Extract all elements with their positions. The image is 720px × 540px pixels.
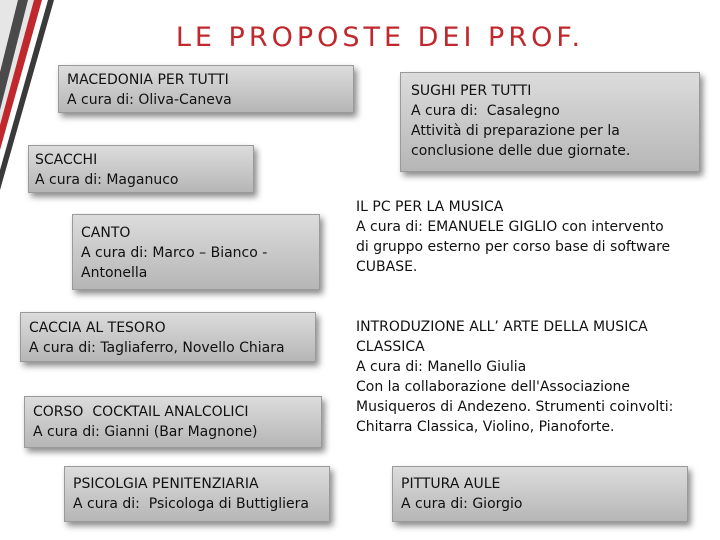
card-canto [72,214,320,290]
card-title: PITTURA AULE [401,476,501,492]
card-title: SUGHI PER TUTTI [411,83,532,99]
card-scacchi [28,145,254,193]
card-line: A cura di: Giorgio [401,496,523,512]
card-line: Chitarra Classica, Violino, Pianoforte. [356,419,615,435]
card-musica-classica [348,315,710,445]
card-title: INTRODUZIONE ALL’ ARTE DELLA MUSICA [356,319,648,335]
card-psicolgia [64,466,330,522]
page-title: LE PROPOSTE DEI PROF. [175,22,585,53]
card-title: PSICOLGIA PENITENZIARIA [73,476,259,492]
card-pc-musica [348,195,708,285]
card-title: CACCIA AL TESORO [29,320,166,336]
card-macedonia [58,65,354,113]
card-pittura [392,466,688,522]
card-title: SCACCHI [35,152,98,168]
card-line: A cura di: Gianni (Bar Magnone) [33,424,258,440]
card-line: A cura di: Psicologa di Buttigliera [73,496,309,512]
card-line: CLASSICA [356,339,425,355]
card-title: MACEDONIA PER TUTTI [67,72,229,88]
card-title: CANTO [81,225,131,241]
card-line: A cura di: EMANUELE GIGLIO con intervento [356,219,664,235]
card-title: CORSO COCKTAIL ANALCOLICI [33,404,249,420]
card-line: A cura di: Oliva-Caneva [67,92,232,108]
card-line: Musiqueros di Andezeno. Strumenti coinvolti: [356,399,674,415]
card-line: Con la collaborazione dell'Associazione [356,379,631,395]
card-cocktail [24,396,322,448]
card-sughi [400,72,700,172]
card-line: di gruppo esterno per corso base di software [356,239,671,255]
card-line: A cura di: Tagliaferro, Novello Chiara [29,340,285,356]
card-caccia [20,312,316,362]
card-line: Attività di preparazione per la [411,123,620,139]
card-line: A cura di: Manello Giulia [356,359,527,375]
card-line: A cura di: Maganuco [35,172,179,188]
card-line: CUBASE. [356,259,418,275]
card-line: conclusione delle due giornate. [411,143,631,159]
card-title: IL PC PER LA MUSICA [356,199,504,215]
card-line: Antonella [81,265,148,281]
card-line: A cura di: Marco – Bianco - [81,245,268,261]
card-line: A cura di: Casalegno [411,103,560,119]
